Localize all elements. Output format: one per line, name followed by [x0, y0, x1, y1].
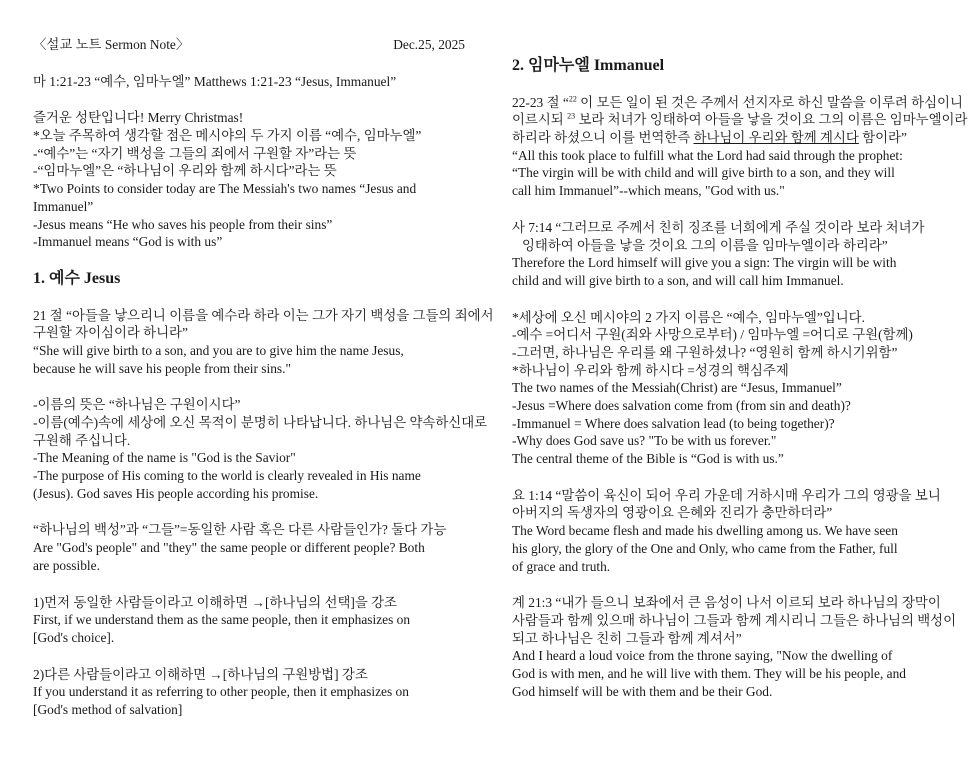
text-line: -예수 =어디서 구원(죄와 사망으로부터) / 임마누엘 =어디로 구원(함께) — [512, 327, 913, 343]
text-line: are possible. — [33, 557, 100, 573]
verse-number: 23 — [567, 111, 576, 121]
text-line — [512, 94, 972, 112]
blank-line — [33, 90, 493, 109]
text-line: “하나님의 백성”과 “그들”=동일한 사람 혹은 다른 사람들인가? 둘다 가능 — [33, 522, 447, 538]
text-line: And I heard a loud voice from the throne saying, "Now the dwelling of — [512, 648, 893, 664]
text-line: -Jesus =Where does salvation come from (from sin and death)? — [512, 398, 851, 413]
right-column — [512, 57, 972, 700]
text-line: -The Meaning of the name is "God is the Savior" — [33, 450, 296, 466]
text-line: child and will give birth to a son, and will call him Immanuel. — [512, 272, 844, 288]
text-line: [God's choice]. — [33, 629, 115, 645]
blank-line — [33, 647, 493, 666]
blank-line — [33, 502, 493, 521]
text-line: 2)다른 사람들이라고 이해하면 →[하나님의 구원방법] 강조 — [33, 666, 368, 682]
blank-line — [33, 575, 493, 594]
blank-line — [512, 75, 972, 94]
text-line: -Immanuel = Where does salvation lead (to being together)? — [512, 415, 835, 431]
text-line: -The purpose of His coming to the world is clearly revealed in His name — [33, 468, 421, 484]
text-line: 요 1:14 “말씀이 육신이 되어 우리 가운데 거하시매 우리가 그의 영광을 보니 — [512, 487, 941, 503]
blank-line — [33, 251, 493, 270]
document-header — [33, 36, 465, 54]
text-line: *하나님이 우리와 함께 하시다 =성경의 핵심주제 — [512, 362, 789, 378]
text-segment: 이 모든 일이 된 것은 주께서 선지자로 하신 말씀을 이루려 하심이니 — [576, 94, 963, 110]
text-segment: 22-23 절 “ — [512, 94, 569, 110]
text-line: 구원할 자이심이라 하니라” — [33, 325, 188, 341]
text-line: The central theme of the Bible is “God is with us.” — [512, 451, 784, 467]
text-line: The Word became flesh and made his dwelling among us. We have seen — [512, 523, 898, 539]
text-line: 아버지의 독생자의 영광이요 은혜와 진리가 충만하더라” — [512, 505, 833, 521]
text-line: -Why does God save us? "To be with us forever." — [512, 433, 777, 449]
text-line: -그러면, 하나님은 우리를 왜 구원하셨나? “영원히 함께 하시기위함” — [512, 344, 898, 360]
blank-line — [512, 290, 972, 309]
text-segment: 보라 처녀가 잉태하여 아들을 낳을 것이요 그의 이름은 임마누엘이라 — [575, 112, 968, 128]
text-line — [512, 111, 972, 129]
text-line: 21 절 “아들을 낳으리니 이름을 예수라 하라 이는 그가 자기 백성을 그들의 죄에서 — [33, 307, 494, 323]
text-line: -이름(예수)속에 세상에 오신 목적이 분명히 나타납니다. 하나님은 약속하신대로 — [33, 415, 488, 430]
text-line: “The virgin will be with child and will give birth to a son, and they will — [512, 165, 895, 181]
text-line: -Immanuel means “God is with us” — [33, 234, 223, 250]
text-line: 마 1:21-23 “예수, 임마누엘” Matthews 1:21-23 “Jesus, Immanuel” — [33, 73, 397, 89]
text-line: 잉태하여 아들을 낳을 것이요 그의 이름을 임마누엘이라 하리라” — [522, 237, 888, 253]
document-date: Dec.25, 2025 — [393, 37, 465, 52]
text-line: 계 21:3 “내가 들으니 보좌에서 큰 음성이 나서 이르되 보라 하나님의 장막이 — [512, 595, 941, 611]
text-line: 즐거운 성탄입니다! Merry Christmas! — [33, 110, 244, 126]
text-line: First, if we understand them as the same people, then it emphasizes on — [33, 612, 411, 628]
text-line: because he will save his people from their sins." — [33, 360, 291, 376]
text-line: Are "God's people" and "they" the same people or different people? Both — [33, 540, 425, 556]
underlined-text: 하나님이 우리와 함께 계시다 — [693, 130, 859, 146]
text-segment: 이르시되 — [512, 112, 568, 128]
text-line: of grace and truth. — [512, 558, 611, 574]
text-line: (Jesus). God saves His people according his promise. — [33, 485, 319, 501]
text-line: *오늘 주목하여 생각할 점은 메시야의 두 가지 이름 “예수, 임마누엘” — [33, 128, 422, 144]
text-line: [God's method of salvation] — [33, 701, 183, 717]
text-line: -Jesus means “He who saves his people from their sins” — [33, 216, 333, 232]
blank-line — [33, 54, 493, 73]
text-line: If you understand it as referring to other people, then it emphasizes on — [33, 684, 409, 700]
text-line: 1)먼저 동일한 사람들이라고 이해하면 →[하나님의 선택]을 강조 — [33, 594, 397, 610]
text-line: The two names of the Messiah(Christ) are “Jesus, Immanuel” — [512, 380, 842, 396]
text-line: 사 7:14 “그러므로 주께서 친히 징조를 너희에게 주실 것이라 보라 처녀가 — [512, 219, 925, 235]
text-line — [512, 129, 972, 147]
blank-line — [512, 575, 972, 594]
blank-line — [33, 377, 493, 396]
section-heading: 2. 임마누엘 Immanuel — [512, 57, 665, 74]
verse-number: 22 — [568, 94, 577, 104]
text-line: -“예수”는 “자기 백성을 그들의 죄에서 구원할 자”라는 뜻 — [33, 145, 357, 161]
blank-line — [512, 468, 972, 487]
text-line: -“임마누엘”은 “하나님이 우리와 함께 하시다”라는 뜻 — [33, 163, 337, 179]
text-line: *세상에 오신 메시야의 2 가지 이름은 “예수, 임마누엘”입니다. — [512, 309, 865, 325]
text-line: *Two Points to consider today are The Messiah's two names “Jesus and — [33, 181, 417, 197]
text-segment: 하리라 하셨으니 이를 번역한즉 — [512, 130, 694, 146]
blank-line — [33, 288, 493, 307]
text-line: “She will give birth to a son, and you are to give him the name Jesus, — [33, 342, 404, 358]
text-line: call him Immanuel”--which means, "God with us." — [512, 183, 785, 199]
text-line: God is with men, and he will live with them. They will be his people, and — [512, 665, 906, 681]
blank-line — [512, 200, 972, 219]
text-line: God himself will be with them and be their God. — [512, 683, 773, 699]
document-title: 〈설교 노트 Sermon Note〉 — [33, 37, 190, 52]
text-line: 되고 하나님은 친히 그들과 함께 계셔서” — [512, 630, 742, 646]
text-line: “All this took place to fulfill what the Lord had said through the prophet: — [512, 147, 903, 163]
text-line: Therefore the Lord himself will give you a sign: The virgin will be with — [512, 255, 897, 271]
text-line: Immanuel” — [33, 198, 94, 214]
text-segment: 함이라” — [858, 130, 907, 146]
text-line: 사람들과 함께 있으매 하나님이 그들과 함께 계시리니 그들은 하나님의 백성이 — [512, 612, 957, 628]
text-line: 구원해 주십니다. — [33, 432, 131, 448]
section-heading: 1. 예수 Jesus — [33, 269, 121, 287]
text-line: his glory, the glory of the One and Only, who came from the Father, full — [512, 540, 898, 556]
text-line: -이름의 뜻은 “하나님은 구원이시다” — [33, 397, 241, 413]
left-column — [33, 36, 493, 719]
